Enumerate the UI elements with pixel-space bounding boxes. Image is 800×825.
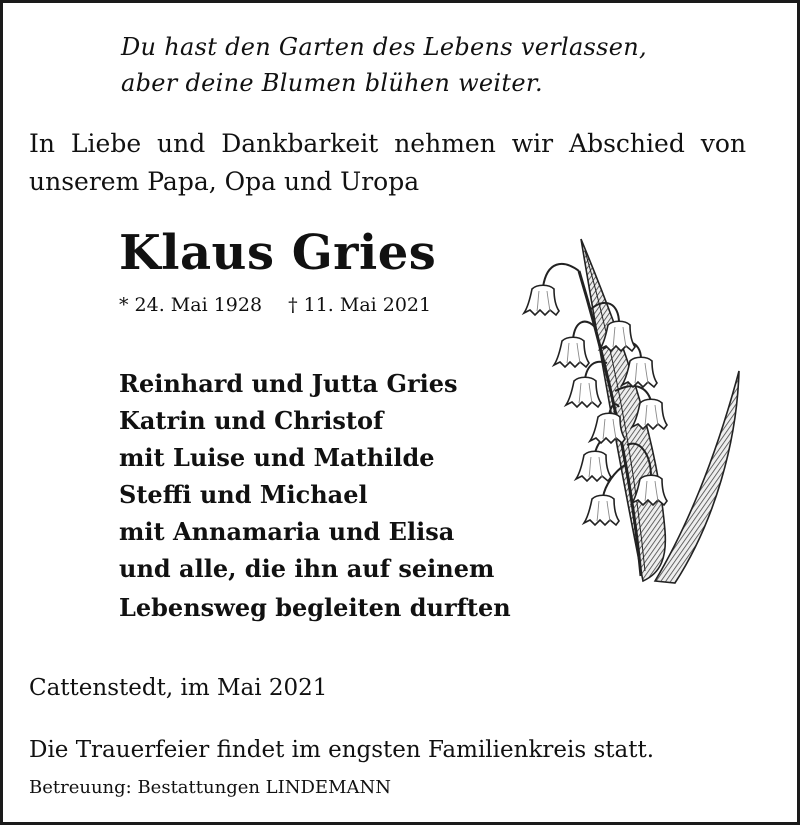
quote-line-2: aber deine Blumen blühen weiter. (121, 69, 543, 97)
lily-of-the-valley-icon (515, 231, 755, 591)
family-line: mit Annamaria und Elisa (119, 517, 455, 546)
family-line: Reinhard und Jutta Gries (119, 369, 458, 398)
family-line: Lebensweg begleiten durften (119, 593, 511, 622)
deceased-name: Klaus Gries (119, 225, 437, 281)
birth-date: * 24. Mai 1928 (119, 294, 263, 316)
family-line: Katrin und Christof (119, 406, 384, 435)
intro-line-1: In Liebe und Dankbarkeit nehmen wir Abschied von (29, 129, 747, 158)
place-date: Cattenstedt, im Mai 2021 (29, 675, 328, 701)
funeral-note: Die Trauerfeier findet im engsten Familienkreis statt. (29, 737, 655, 763)
death-date: † 11. Mai 2021 (288, 294, 432, 316)
family-line: und alle, die ihn auf seinem (119, 554, 495, 583)
family-line: mit Luise und Mathilde (119, 443, 435, 472)
family-line: Steffi und Michael (119, 480, 368, 509)
quote-line-1: Du hast den Garten des Lebens verlassen, (121, 33, 647, 61)
undertaker-credit: Betreuung: Bestattungen LINDEMANN (29, 777, 391, 798)
life-dates (119, 294, 431, 316)
intro-line-2: unserem Papa, Opa und Uropa (29, 167, 420, 196)
